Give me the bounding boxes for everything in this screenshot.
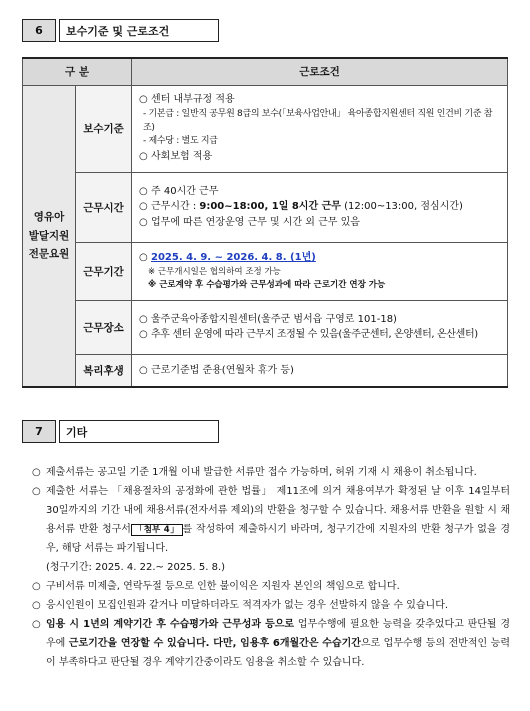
list-item: ○ 임용 시 1년의 계약기간 후 수습평가와 근무성과 등으로 업무수행에 필요한 능력을 갖추었다고 판단될 경우에 근로기간을 연장할 수 있습니다. 다만, 임용후 6개월간은 수습기간으로 업무수행 등의 전반적인 능력이 부족하다고 판단될 경우 계약기간중이라도 임용을 취소할 수 있습니다. [32,615,510,672]
claim-period: (청구기간: 2025. 4. 22.~ 2025. 5. 8.) [46,562,226,573]
text-segment: 제출한 서류는 「채용절차의 공정화에 관한 법률」 제11조에 의거 채용여부가 확정된 날 이후 14일부터 30일까지의 기간 내에 채용서류(전자서류 제외)의 반환을 청구할 수 있습니다. 채용서류 반환을 원할 시 채용서류 반환 청구서 [46,486,510,535]
text-segment: 를 작성하여 제출하시기 바라며, 청구기간에 지원자의 반환 청구가 없을 경우, 해당 서류는 파기됩니다. [46,524,511,554]
row-body-period: ○ 2025. 4. 9. ~ 2026. 4. 8. (1년) ※ 근무개시일은 협의하여 조정 가능 ※ 근로계약 후 수습평가와 근무성과에 따라 근로기간 연장 가능 [132,242,508,300]
header-conditions: 근로조건 [132,58,508,85]
list-item: ○ 구비서류 미제출, 연락두절 등으로 인한 불이익은 지원자 본인의 책임으로 합니다. [32,577,510,596]
hours-item-bold: 9:00~18:00, 1일 8시간 근무 [199,201,341,213]
text-segment: 임용 시 1년의 계약기간 후 수습평가와 근무성과 등으로 [46,619,295,630]
row-body-pay: ○ 센터 내부규정 적용 - 기본급 : 일반직 공무원 8급의 보수(「보육사업안내」 육아종합지원센터 직원 인건비 기준 참조) - 제수당 : 별도 지급 ○ 사회보험 적용 [132,85,508,172]
section-number: 7 [22,420,56,443]
list-item-text: 응시인원이 모집인원과 같거나 미달하더라도 적격자가 없는 경우 선발하지 않을 수 있습니다. [46,600,449,611]
pay-detail: - 기본급 : 일반직 공무원 8급의 보수(「보육사업안내」 육아종합지원센터 직원 인건비 기준 참조) [143,108,493,133]
section-6-header [22,19,219,42]
section-number: 6 [22,19,56,42]
list-item: ○ 제출한 서류는 「채용절차의 공정화에 관한 법률」 제11조에 의거 채용여부가 확정된 날 이후 14일부터 30일까지의 기간 내에 채용서류(전자서류 제외)의 반환을 청구할 수 있습니다. 채용서류 반환을 원할 시 채용서류 반환 청구서 「첨부 4」 를 작성하여 제출하시기 바라며, 청구기간에 지원자의 반환 청구가 없을 경우, 해당 서류는 파기됩니다. [32,482,510,558]
row-label-hours: 근무시간 [76,172,132,242]
period-note: ※ 근무개시일은 협의하여 조정 가능 [148,266,281,277]
hours-item: (12:00~13:00, 점심시간) [340,201,463,213]
list-item: ○ 응시인원이 모집인원과 같거나 미달하더라도 적격자가 없는 경우 선발하지 않을 수 있습니다. [32,596,510,615]
list-item-text: 구비서류 미제출, 연락두절 등으로 인한 불이익은 지원자 본인의 책임으로 합니다. [46,581,400,592]
category-cell [23,85,76,387]
row-body-place: ○ 울주군육아종합지원센터(울주군 범서읍 구영로 101-18) ○ 추후 센터 운영에 따라 근무지 조정될 수 있음(울주군센터, 온양센터, 온산센터) [132,300,508,354]
category-line: 영유아 [33,211,65,224]
header-category: 구 분 [23,58,132,85]
pay-item: 센터 내부규정 적용 [151,94,235,106]
text-segment: 근로기간을 연장할 수 있습니다. 다만, 임용후 6개월간은 수습기간 [68,638,361,649]
text-segment: 업무수행에 필요한 능력을 갖추었다고 판단될 경우에 [46,619,510,649]
place-item: 추후 센터 운영에 따라 근무지 조정될 수 있음(울주군센터, 온양센터, 온산센터) [151,329,478,340]
category-line: 전문요원 [28,247,70,260]
list-item-text [46,482,510,558]
period-note: ※ 근로계약 후 수습평가와 근무성과에 따라 근로기간 연장 가능 [148,279,386,290]
pay-detail: - 제수당 : 별도 지급 [143,136,218,147]
hours-item: 업무에 따른 연장운영 근무 및 시간 외 근무 있음 [151,216,360,228]
section-title: 보수기준 및 근로조건 [59,19,219,42]
section-7-header [22,420,219,443]
welfare-item: 근로기준법 준용(연월차 휴가 등) [151,364,294,376]
row-label-welfare: 복리후생 [76,354,132,387]
pay-item: 사회보험 적용 [151,151,213,163]
attachment-ref: 「첨부 4」 [131,524,183,536]
etc-list [32,463,510,672]
category-line: 발달지원 [28,229,70,242]
row-label-place: 근무장소 [76,300,132,354]
hours-item: 근무시간 : [151,201,200,213]
work-conditions-table [22,57,508,388]
row-body-welfare: ○ 근로기준법 준용(연월차 휴가 등) [132,354,508,387]
list-item: ○ 제출서류는 공고일 기준 1개월 이내 발급한 서류만 접수 가능하며, 허위 기재 시 채용이 취소됩니다. [32,463,510,482]
row-body-hours: ○ 주 40시간 근무 ○ 근무시간 : 9:00~18:00, 1일 8시간 근무 (12:00~13:00, 점심시간) ○ 업무에 따른 연장운영 근무 및 시간 외 근무 있음 [132,172,508,242]
row-label-period: 근무기간 [76,242,132,300]
list-item-text: 제출서류는 공고일 기준 1개월 이내 발급한 서류만 접수 가능하며, 허위 기재 시 채용이 취소됩니다. [46,467,477,478]
list-item-text [46,615,510,672]
row-label-pay: 보수기준 [76,85,132,172]
hours-item: 주 40시간 근무 [151,185,219,197]
place-item: 울주군육아종합지원센터(울주군 범서읍 구영로 101-18) [151,313,397,325]
period-dates: 2025. 4. 9. ~ 2026. 4. 8. (1년) [151,252,316,264]
text-segment: 으로 업무수행 등의 전반적인 능력이 부족하다고 판단될 경우 계약기간중이라도 임용을 취소할 수 있습니다. [46,638,510,668]
section-title: 기타 [59,420,219,443]
